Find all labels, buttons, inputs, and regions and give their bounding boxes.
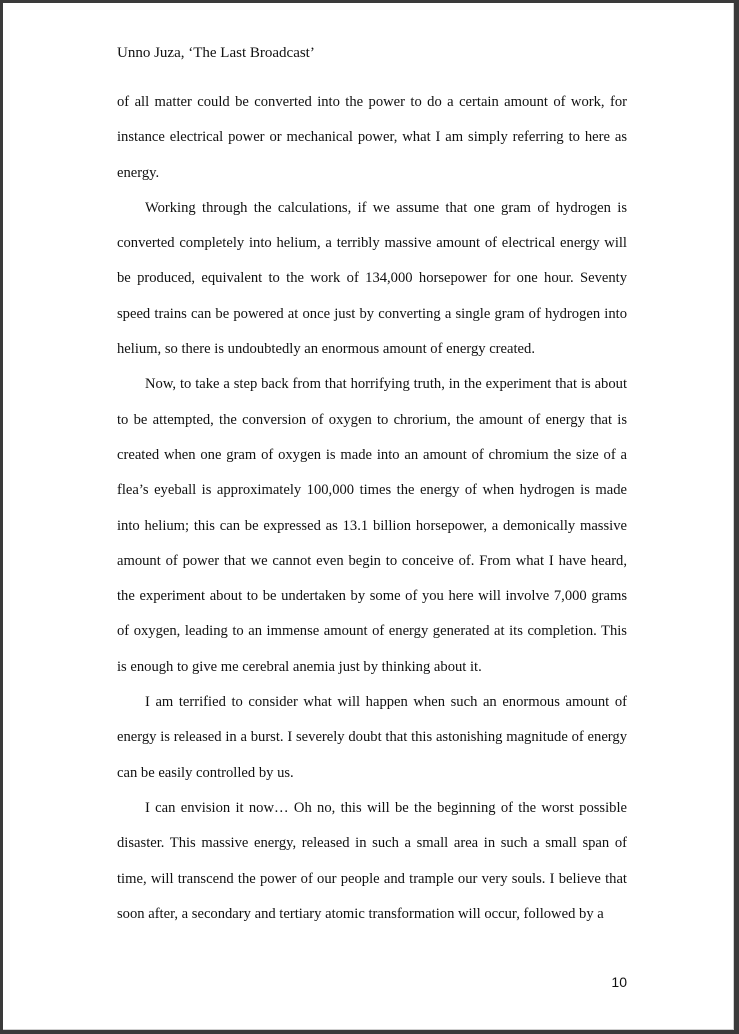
running-header: Unno Juza, ‘The Last Broadcast’: [117, 45, 315, 61]
body-text: [117, 85, 627, 932]
document-page: [3, 3, 734, 1030]
paragraph: I can envision it now… Oh no, this will be the beginning of the worst possible disaster. This massive energy, released in such a small area in such a small span of time, will transcend the power of our people and trample our very souls. I believe that soon after, a secondary and tertiary atomic transformation will occur, followed by a: [117, 799, 627, 922]
paragraph: Working through the calculations, if we assume that one gram of hydrogen is converted completely into helium, a terribly massive amount of electrical energy will be produced, equivalent to the work of 134,000 horsepower for one hour. Seventy speed trains can be powered at once just by converting a single gram of hydrogen into helium, so there is undoubtedly an enormous amount of energy created.: [117, 199, 627, 358]
page-number: 10: [611, 974, 627, 990]
paragraph: I am terrified to consider what will happen when such an enormous amount of energy is released in a burst. I severely doubt that this astonishing magnitude of energy can be easily controlled by us.: [117, 694, 627, 781]
paragraph: Now, to take a step back from that horrifying truth, in the experiment that is about to be attempted, the conversion of oxygen to chrorium, the amount of energy that is created when one gram of oxygen is made into an amount of chromium the size of a flea’s eyeball is approximately 100,000 times the energy of when hydrogen is made into helium; this can be expressed as 13.1 billion horsepower, a demonically massive amount of power that we cannot even begin to conceive of. From what I have heard, the experiment about to be undertaken by some of you here will involve 7,000 grams of oxygen, leading to an immense amount of energy generated at its completion. This is enough to give me cerebral anemia just by thinking about it.: [117, 376, 627, 675]
paragraph: of all matter could be converted into the power to do a certain amount of work, for instance electrical power or mechanical power, what I am simply referring to here as energy.: [117, 94, 627, 181]
